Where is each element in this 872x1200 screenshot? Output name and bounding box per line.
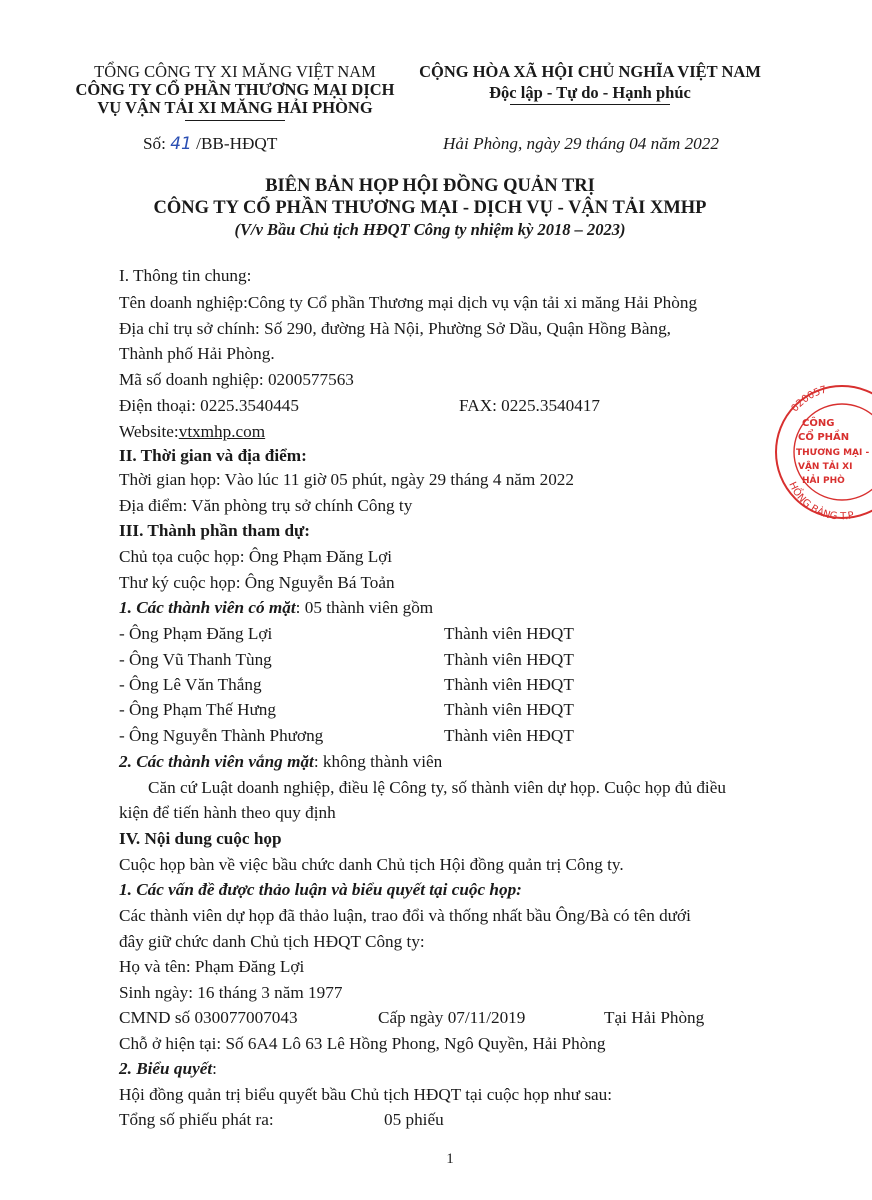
section-4-heading: IV. Nội dung cuộc họp [119,829,282,848]
member-role: Thành viên HĐQT [444,624,574,643]
company-full-name: Tên doanh nghiệp:Công ty Cổ phần Thương mại dịch vụ vận tải xi măng Hải Phòng [119,293,698,312]
candidate-dob: Sinh ngày: 16 tháng 3 năm 1977 [119,983,343,1002]
agenda-intro: Cuộc họp bàn về việc bầu chức danh Chủ tịch Hội đồng quản trị Công ty. [119,855,624,874]
parent-company: TỔNG CÔNG TY XI MĂNG VIỆT NAM [94,62,376,81]
member-role: Thành viên HĐQT [444,675,574,694]
ballots-issued-label: Tổng số phiếu phát ra: [119,1110,274,1129]
meeting-chair: Chủ tọa cuộc họp: Ông Phạm Đăng Lợi [119,547,393,566]
doc-title-line1: BIÊN BẢN HỌP HỘI ĐỒNG QUẢN TRỊ [265,176,595,196]
absent-members-value: : không thành viên [313,752,443,771]
present-members-label: 1. Các thành viên có mặt [119,598,296,617]
section-2-heading: II. Thời gian và địa điểm: [119,446,307,465]
candidate-id-place: Tại Hải Phòng [604,1008,705,1027]
seal-line1: CÔNG [802,418,835,429]
website-link[interactable]: vtxmhp.com [178,422,266,441]
page-number: 1 [446,1151,454,1167]
member-role: Thành viên HĐQT [444,726,574,745]
candidate-id-date: Cấp ngày 07/11/2019 [378,1008,526,1027]
company-name-line2: VỤ VẬN TẢI XI MĂNG HẢI PHÒNG [97,98,373,117]
website-label: Website: [119,422,179,441]
phone: Điện thoại: 0225.3540445 [119,396,299,415]
ballots-issued-value: 05 phiếu [384,1110,444,1129]
motto-underline [510,104,670,105]
member-name: - Ông Vũ Thanh Tùng [119,650,272,669]
vote-intro: Hội đồng quản trị biểu quyết bầu Chủ tịch HĐQT tại cuộc họp như sau: [119,1085,613,1104]
quorum-basis-line2: kiện để tiến hành theo quy định [119,803,336,822]
member-name: - Ông Nguyễn Thành Phương [119,726,324,745]
republic-title: CỘNG HÒA XÃ HỘI CHỦ NGHĨA VIỆT NAM [419,62,761,81]
meeting-time: Thời gian họp: Vào lúc 11 giờ 05 phút, ngày 29 tháng 4 năm 2022 [119,470,574,489]
company-underline [185,120,285,121]
candidate-id-number: CMND số 030077007043 [119,1008,298,1027]
vote-heading-colon: : [212,1059,217,1078]
doc-number-prefix: Số: [143,134,166,153]
vote-heading [119,1059,217,1078]
seal-line4: VẬN TẢI XI [798,462,853,472]
member-name: - Ông Phạm Đăng Lợi [119,624,273,643]
vote-heading-label: 2. Biểu quyết [119,1059,213,1078]
meeting-secretary: Thư ký cuộc họp: Ông Nguyễn Bá Toản [119,573,395,592]
candidate-name: Họ và tên: Phạm Đăng Lợi [119,957,305,976]
absent-members-line [119,752,442,771]
doc-number [143,134,277,154]
present-members-line [119,598,433,617]
section-3-heading: III. Thành phần tham dự: [119,521,311,540]
fax: FAX: 0225.3540417 [459,396,601,415]
discussion-line1: Các thành viên dự họp đã thảo luận, trao đổi và thống nhất bầu Ông/Bà có tên dưới [119,906,691,925]
doc-title-line2: CÔNG TY CỔ PHẦN THƯƠNG MẠI - DỊCH VỤ - VẬN TẢI XMHP [153,198,707,218]
website-line [119,422,265,441]
quorum-basis-line1: Căn cứ Luật doanh nghiệp, điều lệ Công ty, số thành viên dự họp. Cuộc họp đủ điều [148,778,726,797]
section-1-heading: I. Thông tin chung: [119,266,252,285]
discussion-line2: đây giữ chức danh Chủ tịch HĐQT Công ty: [119,932,425,951]
place-date: Hải Phòng, ngày 29 tháng 04 năm 2022 [443,134,719,153]
tax-code: Mã số doanh nghiệp: 0200577563 [119,370,354,389]
seal-bottom-arc: HỒNG BÀNG T.P [786,480,855,522]
doc-title-subject: (V/v Bầu Chủ tịch HĐQT Công ty nhiệm kỳ 2018 – 2023) [234,220,626,239]
present-members-count: : 05 thành viên gồm [295,598,434,617]
address-line1: Địa chỉ trụ sở chính: Số 290, đường Hà Nội, Phường Sở Dầu, Quận Hồng Bàng, [119,319,671,338]
doc-number-suffix: /BB-HĐQT [196,134,278,153]
company-name-line1: CÔNG TY CỔ PHẦN THƯƠNG MẠI DỊCH [75,80,395,99]
seal-line2: CỔ PHẦN [798,432,850,443]
seal-line5: HẢI PHÒ [802,476,845,486]
member-name: - Ông Lê Văn Thắng [119,675,262,694]
motto: Độc lập - Tự do - Hạnh phúc [489,83,691,102]
meeting-place: Địa điểm: Văn phòng trụ sở chính Công ty [119,496,413,515]
address-line2: Thành phố Hải Phòng. [119,344,275,363]
member-role: Thành viên HĐQT [444,650,574,669]
member-name: - Ông Phạm Thế Hưng [119,700,276,719]
candidate-residence: Chỗ ở hiện tại: Số 6A4 Lô 63 Lê Hồng Phong, Ngô Quyền, Hải Phòng [119,1034,606,1053]
discussion-heading: 1. Các vấn đề được thảo luận và biểu quyết tại cuộc họp: [119,880,522,899]
company-seal [762,380,872,522]
doc-number-handwritten: 41 [170,134,192,154]
seal-line3: THƯƠNG MẠI - [796,448,870,458]
member-role: Thành viên HĐQT [444,700,574,719]
absent-members-label: 2. Các thành viên vắng mặt [119,752,314,771]
seal-number: 020057 [789,384,829,415]
